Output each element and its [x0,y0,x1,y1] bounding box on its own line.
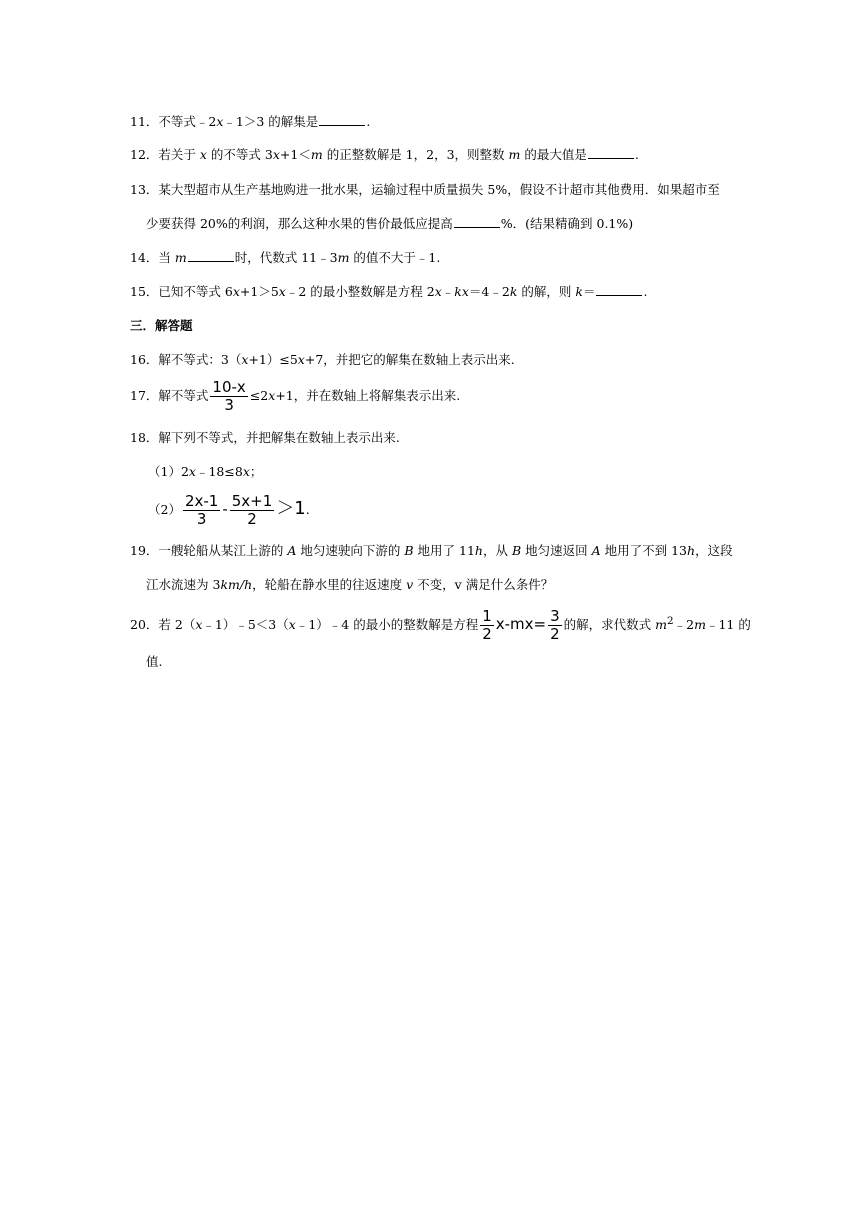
question-13: 13．某大型超市从生产基地购进一批水果，运输过程中质量损失 5%，假设不计超市其他费用．如果超市至 [130,182,720,197]
question-18-part-1: （1）2x﹣18≤8x； [148,464,263,479]
fraction: $\frac{3}{2}$ [550,607,560,644]
answer-blank [454,215,500,228]
question-16: 16．解不等式：3（x+1）≤5x+7，并把它的解集在数轴上表示出来. [130,352,515,367]
question-17: 17．解不等式 $\frac{10-x}{3}$ ≤2x+1，并在数轴上将解集表示出来. [130,378,461,414]
question-19-line-2: 江水流速为 3km/h，轮船在静水里的往返速度 v 不变，v 满足什么条件？ [146,577,554,592]
answer-blank [588,146,634,159]
fraction: $\frac{5x+1}{2}$ [231,492,273,528]
question-19: 19．一艘轮船从某江上游的 A 地匀速驶向下游的 B 地用了 11h，从 B 地匀速返回 A 地用了不到 13h，这段 [130,543,733,558]
section-heading: 三．解答题 [130,318,193,333]
question-18-part-2: （2） $\frac{2x-1}{3}$ - $\frac{5x+1}{2}$ ＞1. [148,492,310,528]
question-12: 12．若关于 x 的不等式 3x+1＜m 的正整数解是 1，2，3，则整数 m 的最大值是 . [130,147,639,162]
fraction: $\frac{2x-1}{3}$ [184,492,219,528]
answer-blank [596,283,642,296]
question-15: 15．已知不等式 6x+1＞5x﹣2 的最小整数解是方程 2x﹣kx＝4﹣2k 的解，则 k＝ . [130,284,648,299]
question-14: 14．当 m 时，代数式 11﹣3m 的值不大于﹣1. [130,250,441,265]
fraction: $\frac{1}{2}$ [482,607,492,644]
fraction: $\frac{10-x}{3}$ [212,378,246,414]
question-18: 18．解下列不等式，并把解集在数轴上表示出来. [130,430,400,445]
question-20: 20．若 2（x﹣1）﹣5＜3（x﹣1）﹣4 的最小的整数解是方程 $\frac{1}{2}$ x-mx= $\frac{3}{2}$ 的解，求代数式 $m^2﹣2m﹣11$ 的 [130,607,751,644]
answer-blank [319,113,365,126]
question-13-line-2: 少要获得 20%的利润，那么这种水果的售价最低应提高 %．(结果精确到 0.1%) [146,216,634,231]
question-20-line-2: 值. [146,654,163,669]
answer-blank [188,249,234,262]
question-11: 11．不等式﹣2x﹣1＞3 的解集是 . [130,114,371,129]
